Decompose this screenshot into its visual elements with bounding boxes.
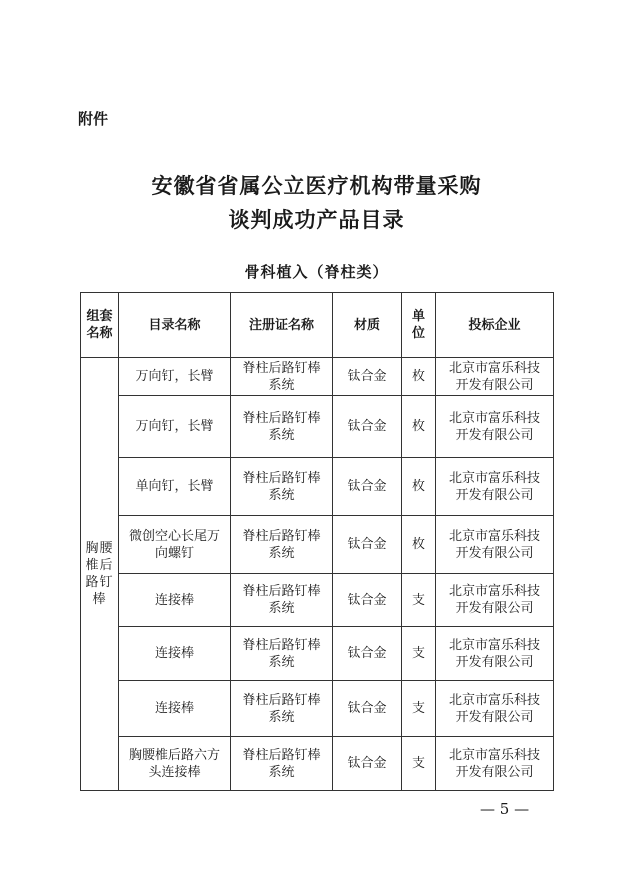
catalog-cell: 万向钉，长臂 — [119, 358, 231, 396]
unit-cell: 枚 — [402, 458, 436, 516]
table-row — [81, 574, 554, 627]
registration-cell: 脊柱后路钉棒 系统 — [231, 681, 333, 737]
company-cell: 北京市富乐科技 开发有限公司 — [436, 358, 554, 396]
registration-cell: 脊柱后路钉棒 系统 — [231, 358, 333, 396]
header-unit: 单 位 — [402, 293, 436, 358]
unit-cell: 枚 — [402, 396, 436, 458]
material-cell: 钛合金 — [333, 574, 402, 627]
header-registration: 注册证名称 — [231, 293, 333, 358]
document-title-line1: 安徽省省属公立医疗机构带量采购 — [151, 173, 482, 198]
registration-cell: 脊柱后路钉棒 系统 — [231, 627, 333, 681]
material-cell: 钛合金 — [333, 396, 402, 458]
material-cell: 钛合金 — [333, 681, 402, 737]
unit-cell: 支 — [402, 627, 436, 681]
catalog-cell: 连接棒 — [119, 627, 231, 681]
unit-cell: 支 — [402, 574, 436, 627]
table-row — [81, 627, 554, 681]
group-name-cell: 胸腰 椎后 路钉 棒 — [81, 358, 119, 791]
unit-cell: 支 — [402, 737, 436, 791]
page-number: — 5 — — [480, 800, 530, 818]
registration-cell: 脊柱后路钉棒 系统 — [231, 574, 333, 627]
table-header-row — [81, 293, 554, 358]
catalog-cell: 微创空心长尾万 向螺钉 — [119, 516, 231, 574]
unit-cell: 枚 — [402, 516, 436, 574]
table-row — [81, 396, 554, 458]
registration-cell: 脊柱后路钉棒 系统 — [231, 516, 333, 574]
company-cell: 北京市富乐科技 开发有限公司 — [436, 681, 554, 737]
table-row — [81, 516, 554, 574]
table-row — [81, 681, 554, 737]
header-company: 投标企业 — [436, 293, 554, 358]
catalog-cell: 单向钉，长臂 — [119, 458, 231, 516]
company-cell: 北京市富乐科技 开发有限公司 — [436, 396, 554, 458]
header-group: 组套 名称 — [81, 293, 119, 358]
material-cell: 钛合金 — [333, 737, 402, 791]
registration-cell: 脊柱后路钉棒 系统 — [231, 396, 333, 458]
header-material: 材质 — [333, 293, 402, 358]
company-cell: 北京市富乐科技 开发有限公司 — [436, 458, 554, 516]
material-cell: 钛合金 — [333, 358, 402, 396]
material-cell: 钛合金 — [333, 627, 402, 681]
product-catalog-table — [80, 292, 554, 791]
material-cell: 钛合金 — [333, 516, 402, 574]
catalog-cell: 连接棒 — [119, 574, 231, 627]
unit-cell: 枚 — [402, 358, 436, 396]
header-catalog: 目录名称 — [119, 293, 231, 358]
catalog-cell: 胸腰椎后路六方 头连接棒 — [119, 737, 231, 791]
table-row — [81, 737, 554, 791]
table-row — [81, 358, 554, 396]
catalog-cell: 连接棒 — [119, 681, 231, 737]
document-title-line2: 谈判成功产品目录 — [228, 207, 405, 232]
company-cell: 北京市富乐科技 开发有限公司 — [436, 627, 554, 681]
company-cell: 北京市富乐科技 开发有限公司 — [436, 516, 554, 574]
table-row — [81, 458, 554, 516]
registration-cell: 脊柱后路钉棒 系统 — [231, 458, 333, 516]
registration-cell: 脊柱后路钉棒 系统 — [231, 737, 333, 791]
attachment-label: 附件 — [78, 110, 109, 128]
catalog-cell: 万向钉，长臂 — [119, 396, 231, 458]
unit-cell: 支 — [402, 681, 436, 737]
table-subtitle: 骨科植入（脊柱类） — [244, 263, 389, 281]
material-cell: 钛合金 — [333, 458, 402, 516]
company-cell: 北京市富乐科技 开发有限公司 — [436, 574, 554, 627]
company-cell: 北京市富乐科技 开发有限公司 — [436, 737, 554, 791]
